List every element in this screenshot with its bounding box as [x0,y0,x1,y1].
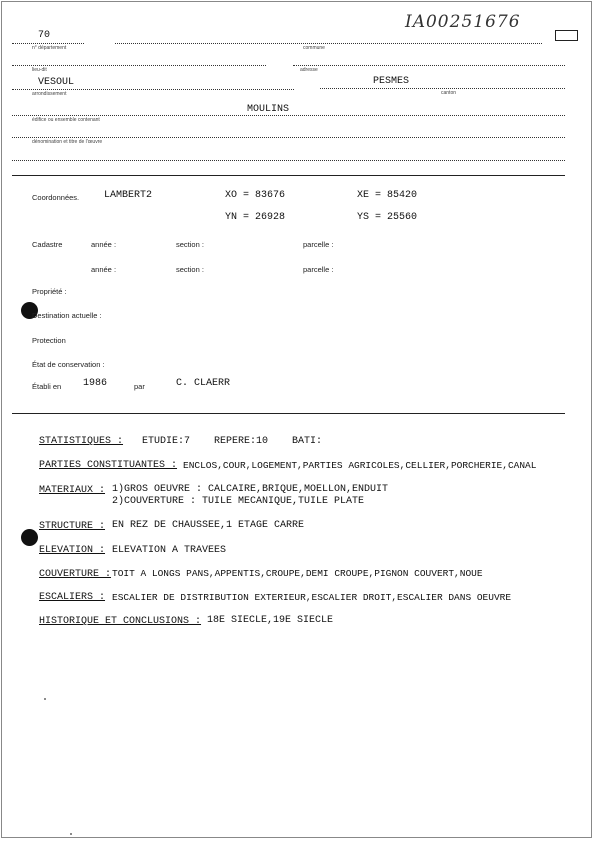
dotted-line [12,160,565,161]
section-label: section : [176,240,204,249]
scan-speck [70,833,72,835]
edifice-caption: édifice ou ensemble contenant [32,117,100,123]
dotted-line [320,88,565,89]
edifice-name: MOULINS [247,104,290,115]
page-frame [1,1,592,838]
ys-value: YS = 25560 [357,212,418,223]
materiaux-line-1: 1)GROS OEUVRE : CALCAIRE,BRIQUE,MOELLON,ENDUIT [112,484,389,495]
dotted-line [293,65,565,66]
department-number: 70 [38,30,51,41]
structure-label: STRUCTURE : [39,521,106,532]
section-divider [12,413,565,414]
materiaux-label: MATERIAUX : [39,485,106,496]
corner-box [555,30,578,41]
escaliers-value: ESCALIER DE DISTRIBUTION EXTERIEUR,ESCALIER DROIT,ESCALIER DANS OEUVRE [112,592,512,603]
coordinates-label: Coordonnées. [32,193,80,202]
historique-label: HISTORIQUE ET CONCLUSIONS : [39,616,202,627]
parcelle-label: parcelle : [303,240,334,249]
scan-speck [44,698,46,700]
elevation-value: ELEVATION A TRAVEES [112,545,227,556]
elevation-label: ELEVATION : [39,545,106,556]
etabli-label: Établi en [32,382,62,391]
arrondissement-caption: arrondissement [32,91,67,97]
canton-value: PESMES [373,76,410,87]
dotted-line [12,137,565,138]
dotted-line [12,115,565,116]
arrondissement-value: VESOUL [38,77,75,88]
materiaux-line-2: 2)COUVERTURE : TUILE MECANIQUE,TUILE PLATE [112,496,365,507]
escaliers-label: ESCALIERS : [39,592,106,603]
denomination-caption: dénomination et titre de l'œuvre [32,139,103,145]
canton-caption: canton [441,90,457,96]
punch-hole [21,529,38,546]
dotted-line [12,43,84,44]
annee-label: année : [91,240,117,249]
dotted-line [115,43,542,44]
coordinate-system: LAMBERT2 [104,190,153,201]
statistiques-label: STATISTIQUES : [39,436,124,447]
structure-value: EN REZ DE CHAUSSEE,1 ETAGE CARRE [112,520,305,531]
couverture-label: COUVERTURE : [39,569,112,580]
adresse-caption: adresse [300,67,318,73]
dotted-line [12,65,266,66]
section-divider [12,175,565,176]
cadastre-label: Cadastre [32,240,63,249]
section-label: section : [176,265,204,274]
annee-label: année : [91,265,117,274]
protection-label: Protection [32,336,66,345]
destination-label: Destination actuelle : [32,311,102,320]
etabli-year: 1986 [83,378,108,389]
parcelle-label: parcelle : [303,265,334,274]
statistiques-value: ETUDIE:7 REPERE:10 BATI: [142,436,323,447]
author-name: C. CLAERR [176,378,231,389]
propriete-label: Propriété : [32,287,67,296]
yn-value: YN = 26928 [225,212,286,223]
commune-caption: commune [303,45,325,51]
handwritten-reference: IA00251676 [405,12,521,32]
historique-value: 18E SIECLE,19E SIECLE [207,615,334,626]
par-label: par [134,382,145,391]
couverture-value: TOIT A LONGS PANS,APPENTIS,CROUPE,DEMI CROUPE,PIGNON COUVERT,NOUE [112,568,483,579]
dotted-line [12,89,294,90]
xe-value: XE = 85420 [357,190,418,201]
department-caption: n° département [32,45,67,51]
parties-label: PARTIES CONSTITUANTES : [39,460,178,471]
parties-value: ENCLOS,COUR,LOGEMENT,PARTIES AGRICOLES,CELLIER,PORCHERIE,CANAL [183,460,537,471]
xo-value: XO = 83676 [225,190,286,201]
etat-conservation-label: État de conservation : [32,360,105,369]
lieu-dit-caption: lieu-dit [32,67,47,73]
